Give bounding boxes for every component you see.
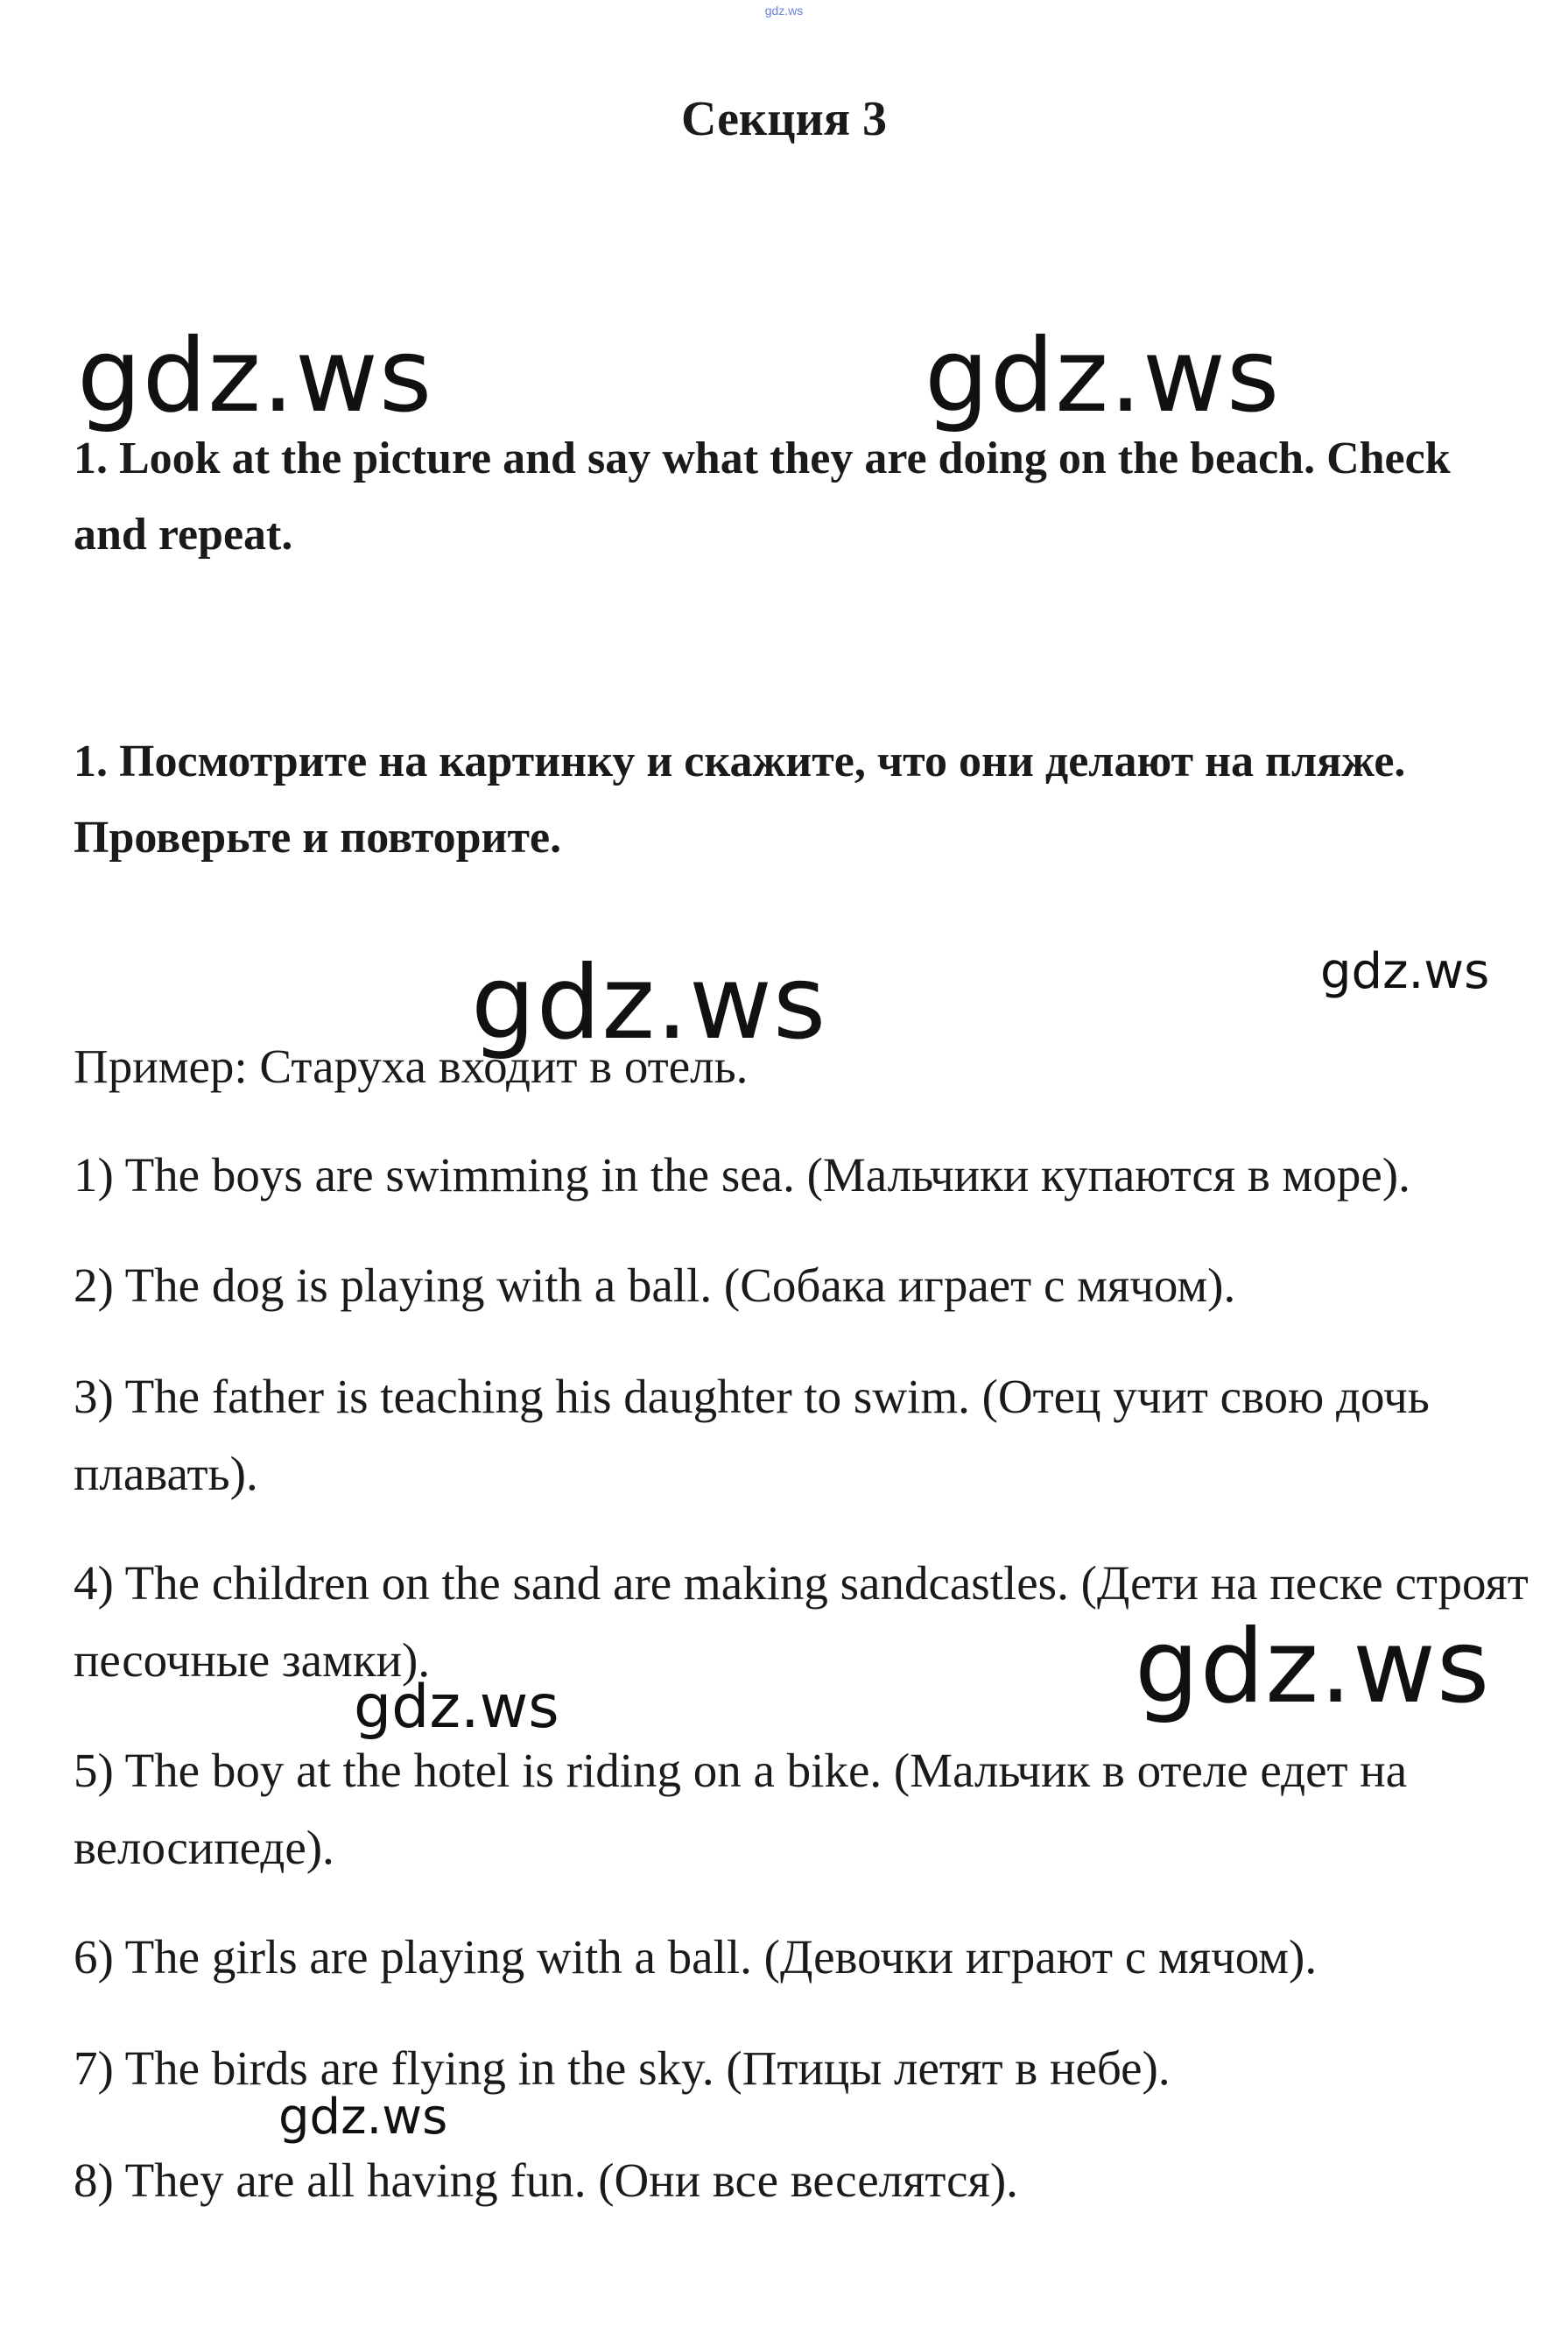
- task-heading-russian: 1. Посмотрите на картинку и скажите, что они делают на пляже. Проверьте и повторите.: [74, 737, 1406, 863]
- task-heading-english: 1. Look at the picture and say what they are doing on the beach. Check and repeat.: [74, 433, 1451, 560]
- watermark: gdz.ws: [925, 317, 1281, 435]
- top-watermark: gdz.ws: [764, 4, 804, 18]
- answer-item-8: 8) They are all having fun. (Они все веселятся).: [74, 2153, 1018, 2207]
- section-title: Секция 3: [680, 92, 888, 146]
- answer-item-7: 7) The birds are flying in the sky. (Птицы летят в небе).: [74, 2041, 1171, 2095]
- watermark: gdz.ws: [278, 2089, 448, 2146]
- answer-item-3: 3) The father is teaching his daughter to swim. (Отец учит свою дочь плавать).: [74, 1370, 1430, 1500]
- answer-item-1: 1) The boys are swimming in the sea. (Мальчики купаются в море).: [74, 1148, 1410, 1202]
- answer-item-4: 4) The children on the sand are making sandcastles. (Дети на песке строят песочные замки).: [74, 1556, 1529, 1687]
- watermark: gdz.ws: [1135, 1608, 1491, 1726]
- example-line: Пример: Старуха входит в отель.: [74, 1040, 749, 1093]
- watermark: gdz.ws: [1320, 943, 1490, 1000]
- answer-item-6: 6) The girls are playing with a ball. (Девочки играют с мячом).: [74, 1930, 1318, 1984]
- watermark: gdz.ws: [354, 1673, 559, 1742]
- answer-item-5: 5) The boy at the hotel is riding on a bike. (Мальчик в отеле едет на велосипеде).: [74, 1744, 1408, 1874]
- watermark: gdz.ws: [471, 944, 827, 1062]
- watermark: gdz.ws: [77, 317, 433, 435]
- answer-item-2: 2) The dog is playing with a ball. (Собака играет с мячом).: [74, 1258, 1236, 1312]
